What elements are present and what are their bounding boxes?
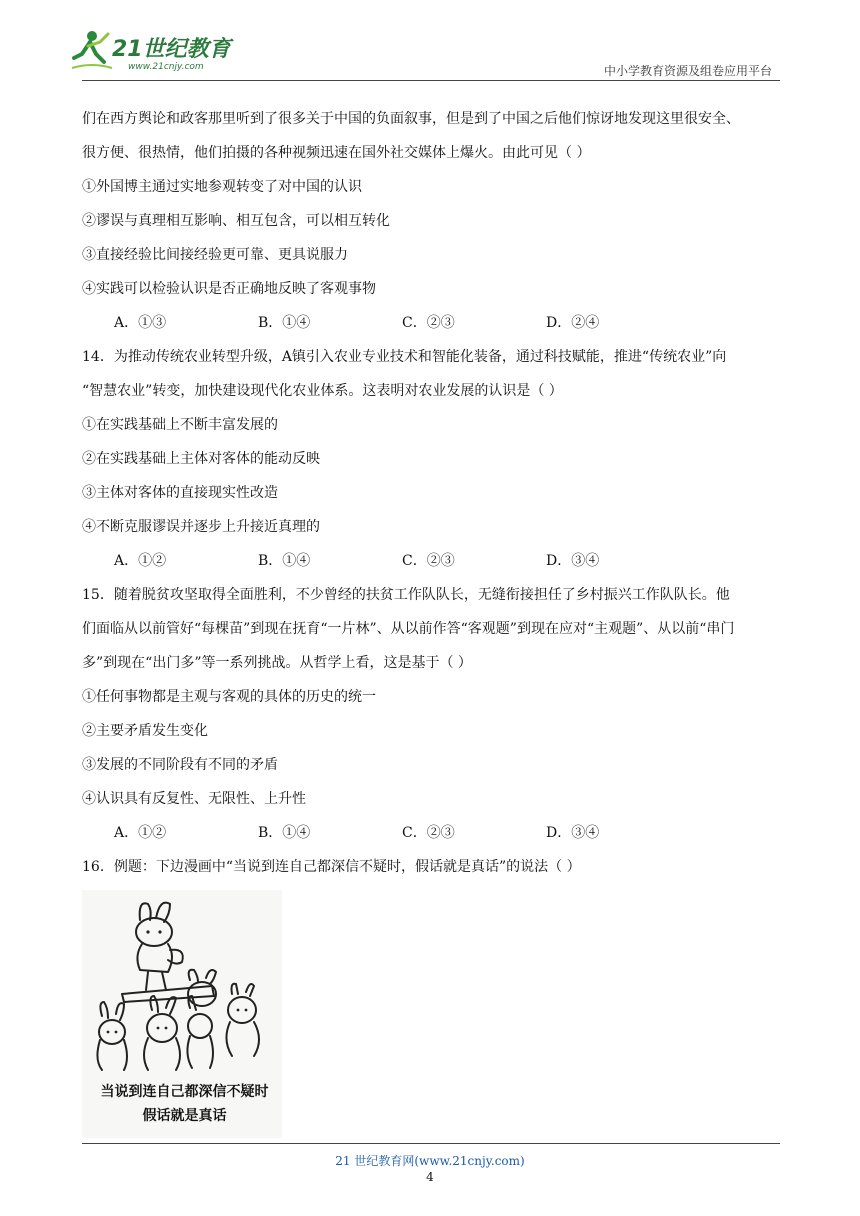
logo-text: 21世纪教育	[112, 37, 231, 62]
q15-stem-line2: 们面临从以前管好“每棵苗”到现在抚育“一片林”、从以前作答“客观题”到现在应对“主观题”、从以前“串门	[82, 621, 735, 637]
q14-option-a[interactable]: A．①②	[114, 553, 167, 569]
q14-item-2: ②在实践基础上主体对客体的能动反映	[82, 451, 320, 467]
header-platform-text: 中小学教育资源及组卷应用平台	[603, 64, 772, 78]
q13-stem-line2: 很方便、很热情，他们拍摄的各种视频迅速在国外社交媒体上爆火。由此可见（ ）	[82, 145, 591, 161]
footer-divider	[82, 1143, 780, 1144]
q15-stem-line3: 多”到现在“出门多”等一系列挑战。从哲学上看，这是基于（ ）	[82, 655, 472, 671]
q15-options	[82, 816, 782, 850]
q13-item-3: ③直接经验比间接经验更可靠、更具说服力	[82, 247, 348, 263]
q14-stem-line2: “智慧农业”转变，加快建设现代化农业体系。这表明对农业发展的认识是（ ）	[82, 383, 563, 399]
page-content	[82, 102, 782, 1138]
q13-item-2: ②谬误与真理相互影响、相互包含，可以相互转化	[82, 213, 390, 229]
q15-option-d[interactable]: D．③④	[546, 825, 600, 841]
q14-item-1: ①在实践基础上不断丰富发展的	[82, 417, 278, 433]
q13-stem-line1: 们在西方舆论和政客那里听到了很多关于中国的负面叙事，但是到了中国之后他们惊讶地发现这里很安全、	[82, 111, 740, 127]
site-logo	[70, 28, 260, 78]
q13-option-d[interactable]: D．②④	[546, 315, 600, 331]
q15-stem-line1: 15．随着脱贫攻坚取得全面胜利，不少曾经的扶贫工作队队长，无缝衔接担任了乡村振兴工作队队长。他	[82, 587, 730, 603]
runner-logo-icon	[70, 28, 114, 72]
logo-url: www.21cnjy.com	[128, 62, 204, 72]
q14-option-c[interactable]: C．②③	[402, 553, 455, 569]
q15-item-3: ③发展的不同阶段有不同的矛盾	[82, 757, 278, 773]
q15-item-2: ②主要矛盾发生变化	[82, 723, 208, 739]
comic-caption-line2: 假话就是真话	[142, 1108, 227, 1124]
q15-item-4: ④认识具有反复性、无限性、上升性	[82, 791, 306, 807]
q14-option-b[interactable]: B．①④	[258, 553, 311, 569]
comic-caption-line1: 当说到连自己都深信不疑时	[100, 1084, 269, 1100]
comic-illustration	[82, 890, 282, 1138]
q13-item-4: ④实践可以检验认识是否正确地反映了客观事物	[82, 281, 376, 297]
q14-options	[82, 544, 782, 578]
q14-stem-line1: 14．为推动传统农业转型升级，A镇引入农业专业技术和智能化装备，通过科技赋能，推进“传统农业”向	[82, 349, 727, 365]
q15-option-a[interactable]: A．①②	[114, 825, 167, 841]
comic-caption	[92, 1080, 277, 1128]
q13-option-a[interactable]: A．①③	[114, 315, 167, 331]
q14-item-4: ④不断克服谬误并逐步上升接近真理的	[82, 519, 320, 535]
q13-option-c[interactable]: C．②③	[402, 315, 455, 331]
q13-options	[82, 306, 782, 340]
q15-item-1: ①任何事物都是主观与客观的具体的历史的统一	[82, 689, 376, 705]
header-divider	[82, 80, 780, 81]
q16-stem-line1: 16．例题：下边漫画中“当说到连自己都深信不疑时，假话就是真话”的说法（ ）	[82, 859, 581, 875]
q14-item-3: ③主体对客体的直接现实性改造	[82, 485, 278, 501]
q14-option-d[interactable]: D．③④	[546, 553, 600, 569]
q15-option-c[interactable]: C．②③	[402, 825, 455, 841]
q13-item-1: ①外国博主通过实地参观转变了对中国的认识	[82, 179, 362, 195]
q13-option-b[interactable]: B．①④	[258, 315, 311, 331]
footer-site-link[interactable]: 21 世纪教育网(www.21cnjy.com)	[335, 1154, 525, 1168]
page-header	[0, 0, 860, 80]
q15-option-b[interactable]: B．①④	[258, 825, 311, 841]
page-number: 4	[426, 1170, 434, 1184]
